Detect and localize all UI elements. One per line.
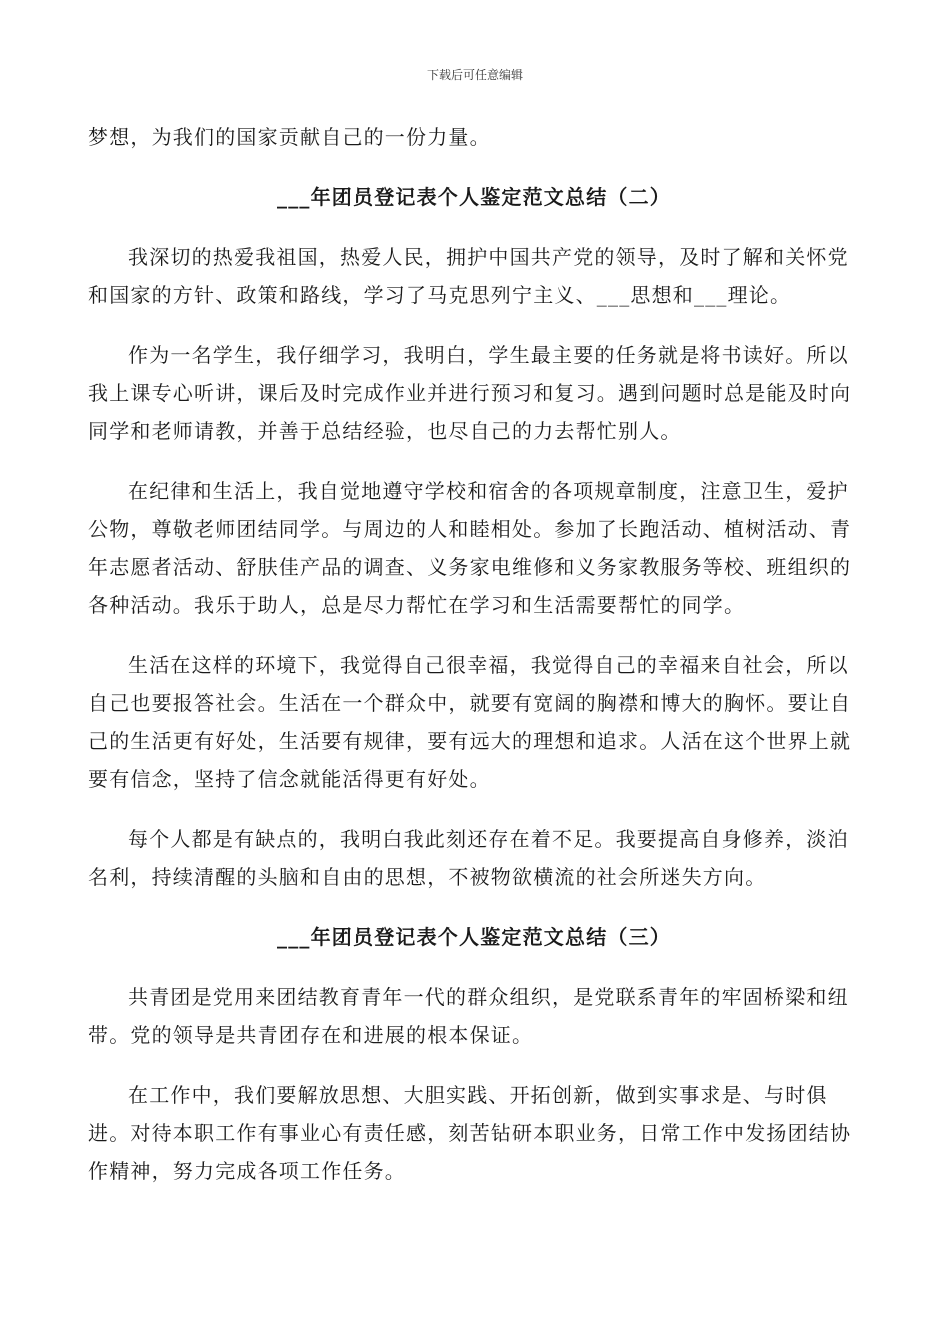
paragraph: 梦想，为我们的国家贡献自己的一份力量。 xyxy=(88,125,491,149)
paragraph: 在纪律和生活上，我自觉地遵守学校和宿舍的各项规章制度，注意卫生，爱护公物，尊敬老师团结同学。与周边的人和睦相处。参加了长跑活动、植树活动、青年志愿者活动、舒肤佳产品的调查、义务家电维修和义务家教服务等校、班组织的各种活动。我乐于助人，总是尽力帮忙在学习和生活需要帮忙的同学。 xyxy=(88,479,852,617)
paragraph: 在工作中，我们要解放思想、大胆实践、开拓创新，做到实事求是、与时俱进。对待本职工作有事业心有责任感，刻苦钻研本职业务，日常工作中发扬团结协作精神，努力完成各项工作任务。 xyxy=(88,1083,852,1183)
paragraph: 我深切的热爱我祖国，热爱人民，拥护中国共产党的领导，及时了解和关怀党和国家的方针、政策和路线，学习了马克思列宁主义、___思想和___理论。 xyxy=(88,245,849,307)
document-body xyxy=(88,118,860,1212)
paragraph: 共青团是党用来团结教育青年一代的群众组织，是党联系青年的牢固桥梁和纽带。党的领导是共青团存在和进展的根本保证。 xyxy=(88,985,849,1047)
page-header: 下载后可任意编辑 xyxy=(426,68,523,82)
paragraph: 生活在这样的环境下，我觉得自己很幸福，我觉得自己的幸福来自社会，所以自己也要报答社会。生活在一个群众中，就要有宽阔的胸襟和博大的胸怀。要让自己的生活更有好处，生活要有规律，要有远大的理想和追求。人活在这个世界上就要有信念，坚持了信念就能活得更有好处。 xyxy=(88,653,852,791)
section-heading-2: ___年团员登记表个人鉴定范文总结（二） xyxy=(277,185,671,209)
paragraph: 每个人都是有缺点的，我明白我此刻还存在着不足。我要提高自身修养，淡泊名利，持续清醒的头脑和自由的思想，不被物欲横流的社会所迷失方向。 xyxy=(88,827,849,889)
section-heading-3: ___年团员登记表个人鉴定范文总结（三） xyxy=(277,925,671,949)
paragraph: 作为一名学生，我仔细学习，我明白，学生最主要的任务就是将书读好。所以我上课专心听讲，课后及时完成作业并进行预习和复习。遇到问题时总是能及时向同学和老师请教，并善于总结经验，也尽自己的力去帮忙别人。 xyxy=(88,343,852,443)
